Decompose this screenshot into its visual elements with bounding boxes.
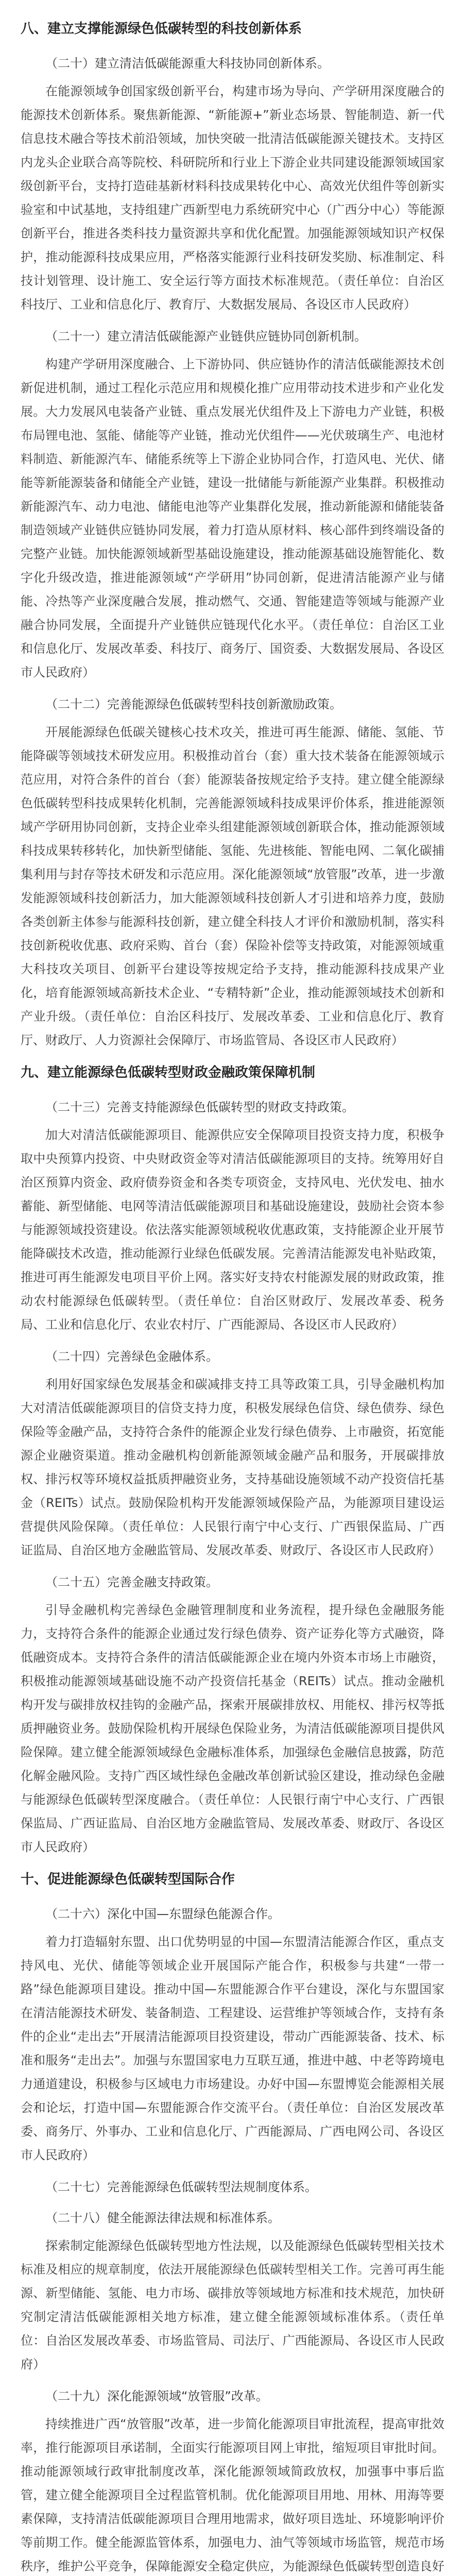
subsection-heading: （二十二）完善能源绿色低碳转型科技创新激励政策。 <box>45 697 342 711</box>
subsection-heading: （二十七）完善能源绿色低碳转型法规制度体系。 <box>45 2180 317 2194</box>
subsection-heading: （二十一）建立清洁低碳能源产业链供应链协同创新机制。 <box>45 329 367 344</box>
body-paragraph: 持续推进广西“放管服”改革，进一步简化能源项目审批流程，提高审批效率，推行能源项目承诺制，全面实行能源项目网上审批，缩短项目审批时间。推动能源领域行政审批制度改革，深化能源领域简政放权，加强事中事后监管，建立健全能源项目全过程监管机制。优化能源项目用地、用林、用海等要素保障，支持清洁低碳能源项目合理用地需求，做好项目选址、环境影响评价等前期工作。健全能源监管体系，加强电力、油气等领域市场监管，规范市场秩序，维护公平竞争，保障能源安全稳定供应，为能源绿色低碳转型创造良好 <box>21 2417 444 2573</box>
section-title-8: 八、建立支撑能源绿色低碳转型的科技创新体系 <box>21 21 302 37</box>
section-title-9: 九、建立能源绿色低碳转型财政金融政策保障机制 <box>21 1065 316 1080</box>
section-9-list <box>21 1096 444 1859</box>
body-paragraph: 加大对清洁低碳能源项目、能源供应安全保障项目投资支持力度，积极争取中央预算内投资、中央财政资金等对清洁低碳能源项目的支持。统筹用好自治区预算内资金、政府债券资金和各类专项资金，支持风电、光伏发电、抽水蓄能、新型储能、电网等清洁低碳能源项目和基础设施建设，鼓励社会资本参与能源领域投资建设。依法落实能源领域税收优惠政策，支持能源企业开展节能降碳技术改造，推动能源行业绿色低碳发展。完善清洁能源发电补贴政策，推进可再生能源发电项目平价上网。落实好支持农村能源发展的财政政策，推动农村能源绿色低碳转型。（责任单位：自治区财政厅、发展改革委、税务局、工业和信息化厅、农业农村厅、广西能源局、各设区市人民政府） <box>21 1128 444 1332</box>
subsection-heading: （二十八）健全能源法律法规和标准体系。 <box>45 2211 280 2225</box>
body-paragraph: 引导金融机构完善绿色金融管理制度和业务流程，提升绿色金融服务能力，支持符合条件的能源企业通过发行绿色债券、资产证券化等方式融资，降低融资成本。支持符合条件的清洁低碳能源企业在境内外资本市场上市融资，积极推动能源领域基础设施不动产投资信托基金（REITs）试点。推动金融机构开发与碳排放权挂钩的金融产品，探索开展碳排放权、用能权、排污权等抵质押融资业务。鼓励保险机构开展绿色保险业务，为清洁低碳能源项目提供风险保障。建立健全能源领域绿色金融标准体系，加强绿色金融信息披露，防范化解金融风险。支持广西区域性绿色金融改革创新试验区建设，推动绿色金融与能源绿色低碳转型深度融合。（责任单位：人民银行南宁中心支行、广西银保监局、广西证监局、自治区地方金融监管局、发展改革委、财政厅、各设区市人民政府） <box>21 1603 444 1854</box>
subsection-heading: （二十三）完善支持能源绿色低碳转型的财政支持政策。 <box>45 1100 354 1114</box>
body-paragraph: 着力打造辐射东盟、出口优势明显的中国—东盟清洁能源合作区，重点支持风电、光伏、储能等领域企业开展国际产能合作，积极参与共建“一带一路”绿色能源项目建设。推动中国—东盟能源合作平台建设，深化与东盟国家在清洁能源技术研发、装备制造、工程建设、运营维护等领域合作，支持有条件的企业“走出去”开展清洁能源项目投资建设，带动广西能源装备、技术、标准和服务“走出去”。加强与东盟国家电力互联互通，推进中越、中老等跨境电力通道建设，积极参与区域电力市场建设。办好中国—东盟博览会能源相关展会和论坛，打造中国—东盟能源合作交流平台。（责任单位：自治区发展改革委、商务厅、外事办、工业和信息化厅、广西能源局、广西电网公司、各设区市人民政府） <box>21 1935 444 2162</box>
subsection-heading: （二十九）深化能源领域“放管服”改革。 <box>45 2389 268 2403</box>
section-10-list <box>21 1903 444 2576</box>
body-paragraph: 在能源领域争创国家级创新平台，构建市场为导向、产学研用深度融合的能源技术创新体系。聚焦新能源、“新能源+”新业态场景、智能制造、新一代信息技术融合等技术前沿领域，加快突破一批清洁低碳能源关键技术。支持区内龙头企业联合高等院校、科研院所和行业上下游企业共同建设能源领域国家级创新平台，支持打造硅基新材料科技成果转化中心、高效光伏组件等创新实验室和中试基地，支持组建广西新型电力系统研究中心（广西分中心）等能源创新平台，推进各类科技力量资源共享和优化配置。加强能源领域知识产权保护，推动能源科技成果应用，严格落实能源行业科技研发奖励、标准制定、科技计划管理、设计施工、安全运行等方面技术标准规范。（责任单位：自治区科技厅、工业和信息化厅、教育厅、大数据发展局、各设区市人民政府） <box>21 84 444 312</box>
body-paragraph: 开展能源绿色低碳关键核心技术攻关，推进可再生能源、储能、氢能、节能降碳等领域技术研发应用。积极推动首台（套）重大技术装备在能源领域示范应用，对符合条件的首台（套）能源装备按规定给予支持。建立健全能源绿色低碳转型科技成果转化机制，完善能源领域科技成果评价体系，推进能源领域产学研用协同创新，支持企业牵头组建能源领域创新联合体，推动能源领域科技成果转移转化，加快新型储能、氢能、先进核能、智能电网、二氧化碳捕集利用与封存等技术研发和示范应用。深化能源领域“放管服”改革，进一步激发能源领域科技创新活力，加大能源领域科技创新人才引进和培养力度，鼓励各类创新主体参与能源科技创新，建立健全科技人才评价和激励机制，落实科技创新税收优惠、政府采购、首台（套）保险补偿等支持政策，对能源领域重大科技攻关项目、创新平台建设等按规定给予支持，推动能源科技成果产业化，培育能源领域高新技术企业、“专精特新”企业，推动能源领域技术创新和产业升级。（责任单位：自治区科技厅、发展改革委、工业和信息化厅、教育厅、财政厅、人力资源社会保障厅、市场监管局、各设区市人民政府） <box>21 725 444 1047</box>
subsection-heading: （二十六）深化中国—东盟绿色能源合作。 <box>45 1907 280 1921</box>
section-8-list <box>21 53 444 1052</box>
subsection-heading: （二十五）完善金融支持政策。 <box>45 1575 218 1589</box>
section-title-10: 十、促进能源绿色低碳转型国际合作 <box>21 1872 235 1887</box>
subsection-heading: （二十四）完善绿色金融体系。 <box>45 1349 218 1364</box>
body-paragraph: 利用好国家绿色发展基金和碳减排支持工具等政策工具，引导金融机构加大对清洁低碳能源项目的信贷支持力度，积极发展绿色信贷、绿色债券、绿色保险等金融产品，支持符合条件的能源企业发行绿色债券、上市融资，拓宽能源企业融资渠道。推动金融机构创新能源领域金融产品和服务，开展碳排放权、排污权等环境权益抵质押融资业务，支持基础设施领域不动产投资信托基金（REITs）试点。鼓励保险机构开发能源领域保险产品，为能源项目建设运营提供风险保障。（责任单位：人民银行南宁中心支行、广西银保监局、广西证监局、自治区地方金融监管局、发展改革委、财政厅、各设区市人民政府） <box>21 1377 444 1557</box>
body-paragraph: 构建产学研用深度融合、上下游协同、供应链协作的清洁低碳能源技术创新促进机制，通过工程化示范应用和规模化推广应用带动技术进步和产业化发展。大力发展风电装备产业链、重点发展光伏组件及上下游电力产业链，积极布局锂电池、氢能、储能等产业链，推动光伏组件——光伏玻璃生产、电池材料制造、新能源汽车、储能系统等上下游企业协同合作，打造风电、光伏、储能等新能源装备和储能全产业链，建设一批储能与新能源产业集群。积极推动新能源汽车、动力电池、储能电池等产业集群化发展，推动新能源和储能装备制造领域产业链供应链协同发展，着力打造从原材料、核心部件到终端设备的完整产业链。加快能源领域新型基础设施建设，推动能源基础设施智能化、数字化升级改造，推进能源领域“产学研用”协同创新，促进清洁能源产业与储能、冷热等产业深度融合发展，推动燃气、交通、智能建造等领域与能源产业融合协同发展，全面提升产业链供应链现代化水平。（责任单位：自治区工业和信息化厅、发展改革委、科技厅、商务厅、国资委、大数据发展局、各设区市人民政府） <box>21 357 444 680</box>
subsection-heading: （二十）建立清洁低碳能源重大科技协同创新体系。 <box>45 56 330 71</box>
body-paragraph: 探索制定能源绿色低碳转型地方性法规，以及能源绿色低碳转型相关技术标准及相应的规章制度，依法开展能源绿色低碳转型相关工作。完善可再生能源、新型储能、氢能、电力市场、碳排放等领域地方标准和技术规范，加快研究制定清洁低碳能源相关地方标准，建立健全能源领域标准体系。（责任单位：自治区发展改革委、市场监管局、司法厅、广西能源局、各设区市人民政府） <box>21 2239 444 2371</box>
